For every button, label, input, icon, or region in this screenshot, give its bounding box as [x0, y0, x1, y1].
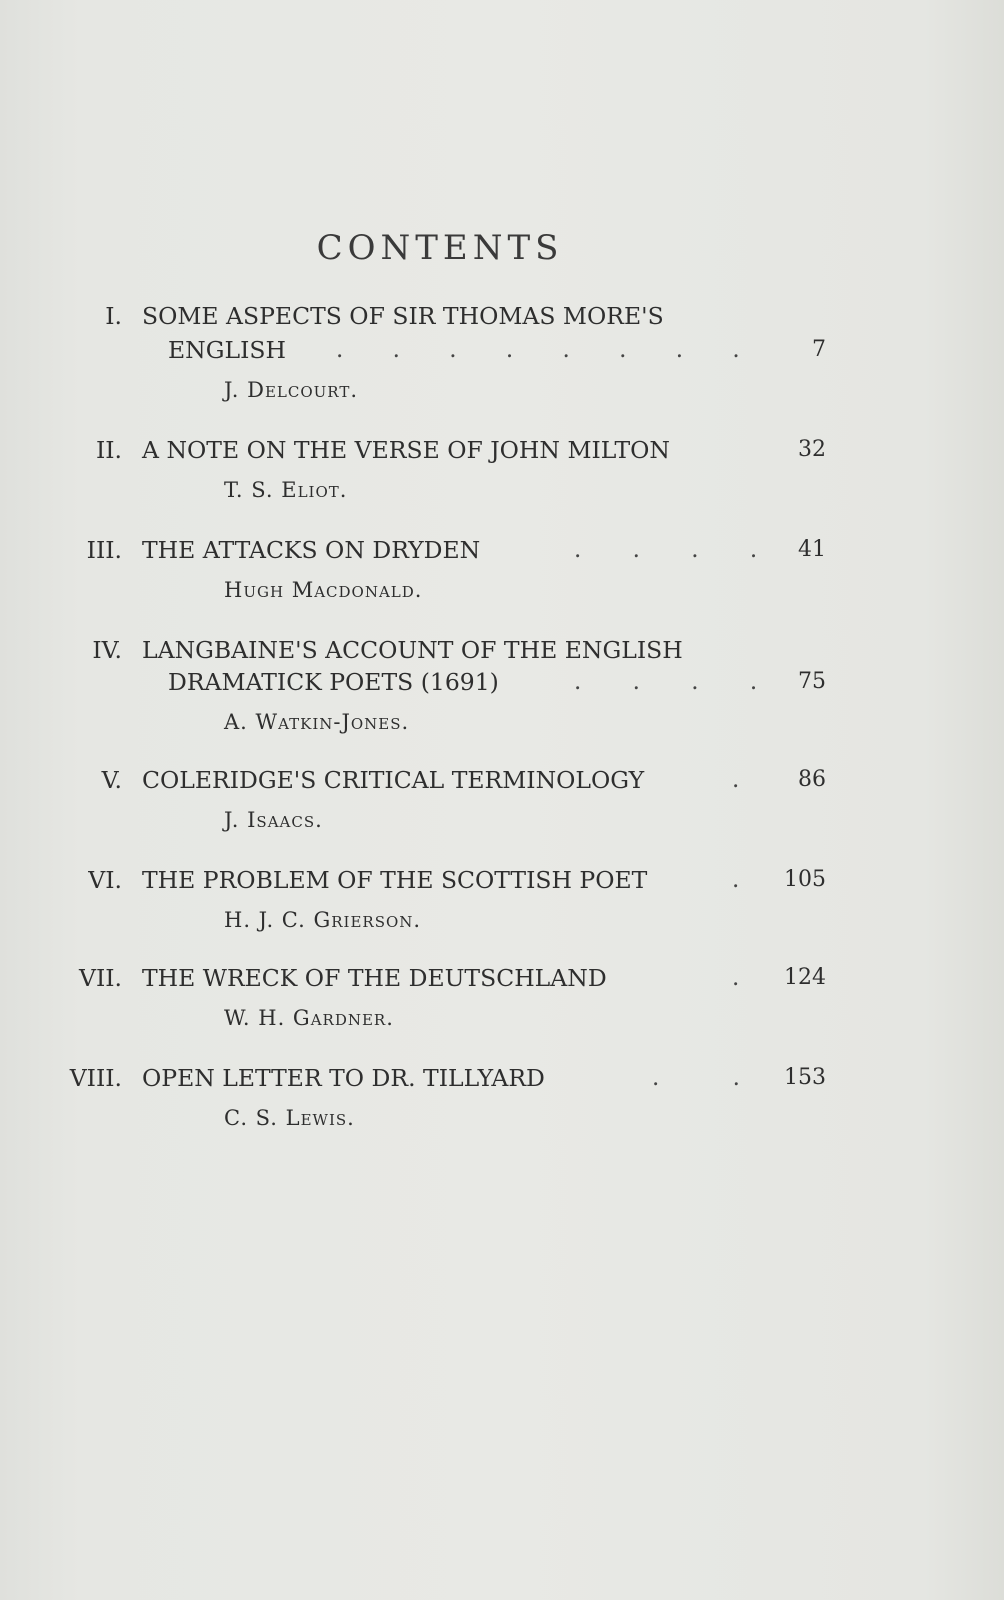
page-title: CONTENTS	[316, 228, 564, 268]
entry-number: VI.	[88, 866, 122, 894]
entry-author: A. Watkin-Jones.	[224, 710, 410, 734]
dot-leaders: . . . .	[574, 537, 758, 563]
entry-number: IV.	[92, 636, 122, 664]
dot-leaders: . . . . . . . .	[336, 337, 740, 363]
entry-number: II.	[95, 436, 122, 464]
entry-title-line1: THE WRECK OF THE DEUTSCHLAND	[142, 964, 607, 992]
entry-author: Hugh Macdonald.	[224, 578, 423, 602]
entry-number: I.	[105, 302, 122, 330]
page-number: 124	[784, 965, 826, 990]
entry-title-line2: ENGLISH	[168, 336, 286, 364]
dot-leaders: .	[732, 767, 740, 793]
entry-title-line1: THE PROBLEM OF THE SCOTTISH POET	[142, 866, 648, 894]
page-number: 86	[798, 767, 826, 792]
dot-leaders: . . . .	[574, 669, 758, 695]
entry-author: J. Delcourt.	[224, 378, 359, 402]
entry-number: III.	[86, 536, 122, 564]
entry-title-line1: THE ATTACKS ON DRYDEN	[142, 536, 481, 564]
entry-number: V.	[101, 766, 122, 794]
entry-title-line1: SOME ASPECTS OF SIR THOMAS MORE'S	[142, 302, 664, 330]
dot-leaders: .	[732, 965, 740, 991]
page-number: 105	[784, 867, 826, 892]
entry-author: C. S. Lewis.	[224, 1106, 355, 1130]
entry-title-line1: LANGBAINE'S ACCOUNT OF THE ENGLISH	[142, 636, 683, 664]
dot-leaders: . .	[652, 1065, 740, 1091]
dot-leaders: .	[732, 867, 740, 893]
entry-author: T. S. Eliot.	[224, 478, 348, 502]
entry-title-line2: DRAMATICK POETS (1691)	[168, 668, 499, 696]
entry-author: H. J. C. Grierson.	[224, 908, 422, 932]
entry-number: VII.	[78, 964, 122, 992]
page-number: 153	[784, 1065, 826, 1090]
entry-author: J. Isaacs.	[224, 808, 323, 832]
page-number: 7	[812, 337, 826, 362]
page-number: 41	[798, 537, 826, 562]
entry-title-line1: OPEN LETTER TO DR. TILLYARD	[142, 1064, 545, 1092]
page-number: 75	[798, 669, 826, 694]
entry-title-line1: COLERIDGE'S CRITICAL TERMINOLOGY	[142, 766, 645, 794]
entry-number: VIII.	[69, 1064, 122, 1092]
entry-author: W. H. Gardner.	[224, 1006, 394, 1030]
page-number: 32	[798, 437, 826, 462]
entry-title-line1: A NOTE ON THE VERSE OF JOHN MILTON	[142, 436, 670, 464]
